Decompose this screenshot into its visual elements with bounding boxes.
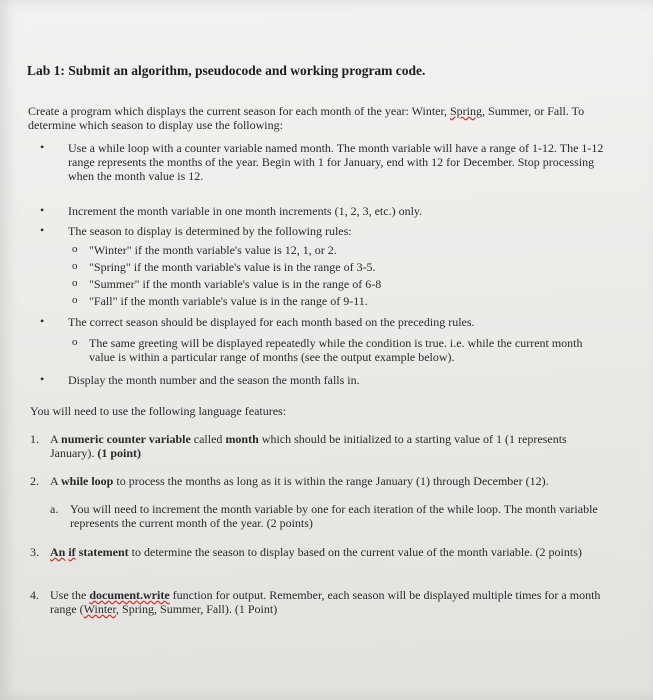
- rule-winter: "Winter" if the month variable's value is 12, 1, or 2.: [89, 243, 337, 257]
- bullet-correct-season: The correct season should be displayed for each month based on the preceding rules.: [68, 315, 475, 329]
- item-increment: You will need to increment the month variable by one for each iteration of the while loop. The month variable represents the current month of the year. (2 points): [70, 502, 598, 530]
- lab-title: Lab 1: Submit an algorithm, pseudocode and working program code.: [27, 63, 426, 78]
- item-number: 1.: [30, 432, 39, 446]
- item-document-write: Use the document.write function for output. Remember, each season will be displayed multiple times for a month range (Winter, Spring, Summer, Fall). (1 Point): [50, 588, 601, 616]
- bullet-icon: •: [40, 314, 45, 328]
- bullet-while-loop: Use a while loop with a counter variable named month. The month variable will have a range of 1-12. The 1-12 range represents the months of the year. Begin with 1 for January, end with 12 for December. Stop processing when the month value is 12.: [68, 141, 604, 183]
- features-heading: You will need to use the following language features:: [30, 404, 287, 418]
- sub-bullet-icon: o: [72, 243, 78, 255]
- spring-word: Spring: [450, 104, 483, 118]
- bullet-rules-intro: The season to display is determined by the following rules:: [68, 224, 352, 238]
- bullet-icon: •: [40, 223, 45, 237]
- bullet-increment: Increment the month variable in one month increments (1, 2, 3, etc.) only.: [68, 204, 423, 218]
- sub-bullet-icon: o: [72, 336, 78, 348]
- rule-summer: "Summer" if the month variable's value is in the range of 6-8: [89, 277, 382, 291]
- sub-bullet-icon: o: [72, 294, 78, 306]
- intro-paragraph: [28, 104, 608, 132]
- item-while-loop: A while loop to process the months as long as it is within the range January (1) through December (12).: [50, 474, 549, 488]
- item-number: 3.: [30, 545, 39, 559]
- bullet-display: Display the month number and the season the month falls in.: [68, 373, 360, 387]
- item-counter-variable: A numeric counter variable called month which should be initialized to a starting value of 1 (1 represents January). (1 point): [50, 432, 567, 460]
- item-letter: a.: [50, 502, 59, 516]
- rule-fall: "Fall" if the month variable's value is in the range of 9-11.: [89, 294, 368, 308]
- intro-text-end: , Summer, or Fall. To determine which season to display use the following:: [28, 104, 585, 132]
- rule-spring: "Spring" if the month variable's value is in the range of 3-5.: [89, 260, 376, 274]
- sub-bullet-icon: o: [72, 277, 78, 289]
- item-number: 2.: [30, 474, 39, 488]
- bullet-icon: •: [40, 140, 45, 154]
- item-if-statement: An if statement to determine the season to display based on the current value of the month variable. (2 points): [50, 545, 582, 559]
- sub-bullet-greeting: The same greeting will be displayed repeatedly while the condition is true. i.e. while the current month value is within a particular range of months (see the output example below).: [89, 336, 583, 364]
- intro-text: Create a program which displays the current season for each month of the year: Winter,: [28, 104, 450, 118]
- sub-bullet-icon: o: [72, 260, 78, 272]
- item-number: 4.: [30, 588, 39, 602]
- bullet-icon: •: [40, 372, 45, 386]
- bullet-icon: •: [40, 203, 45, 217]
